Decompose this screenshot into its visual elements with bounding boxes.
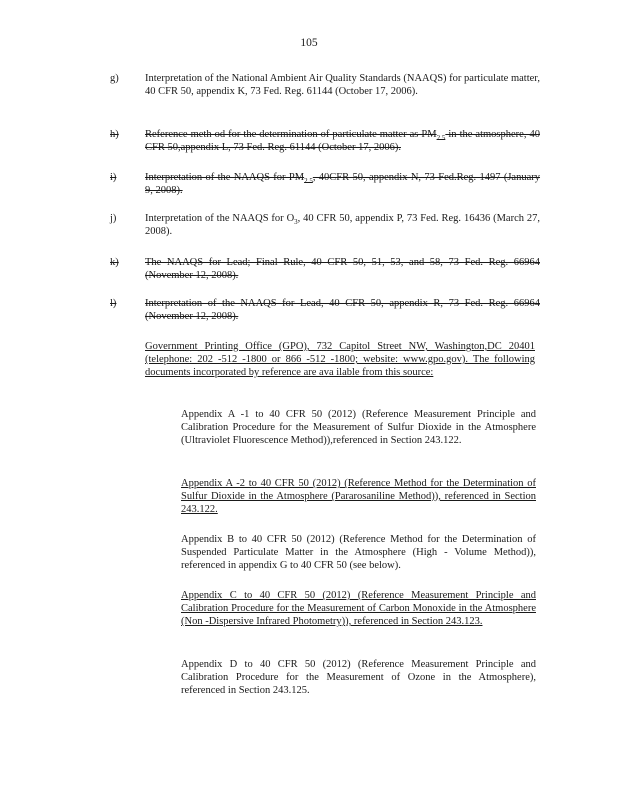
appendix-b: Appendix B to 40 CFR 50 (2012) (Reference Method for the Determination of Suspended Particulate Matter in the Atmosphere (High - Volume Method)), referenced in appendix G to 40 CFR 50 (see below). xyxy=(181,534,536,571)
item-text: The NAAQS for Lead; Final Rule, 40 CFR 50, 51, 53, and 58, 73 Fed. Reg. 66964 (November 12, 2008). xyxy=(145,257,540,281)
item-text: Interpretation of the NAAQS for $PM_{2.5}$, 40CFR 50, appendix N, 73 Fed.Reg. 1497 (January 9, 2008). xyxy=(145,172,541,196)
item-label: k) xyxy=(110,257,119,268)
list-item-g xyxy=(110,72,540,98)
item-text: Interpretation of the NAAQS for $O_3$, 40 CFR 50, appendix P, 73 Fed. Reg. 16436 (March 27, 2008). xyxy=(145,213,540,237)
item-label: j) xyxy=(110,213,117,224)
appendix-c: Appendix C to 40 CFR 50 (2012) (Reference Measurement Principle and Calibration Procedure for the Measurement of Carbon Monoxide in the Atmosphere (Non -Dispersive Infrared Photometry)), referenced in Section 243.123. xyxy=(181,590,536,627)
list-item-l xyxy=(110,297,540,323)
list-item-i xyxy=(110,171,540,197)
item-text: Reference meth od for the determination of particulate matter as $PM_{2.5}$ in the atmosphere, 40 CFR 50,appendix L, 73 Fed. Reg. 61144 (October 17, 2006). xyxy=(145,129,540,153)
appendix-d: Appendix D to 40 CFR 50 (2012) (Reference Measurement Principle and Calibration Procedure for the Measurement of Ozone in the Atmosphere), referenced in Section 243.125. xyxy=(181,659,536,696)
item-label: i) xyxy=(110,172,117,183)
item-label: h) xyxy=(110,129,119,140)
gpo-paragraph: Government Printing Office (GPO), 732 Capitol Street NW, Washington,DC 20401 (telephone: 202 -512 -1800 or 866 -512 -1800; website: www.gpo.gov). The following documents incorporated by reference are ava ilable from this source: xyxy=(145,341,535,378)
item-label: l) xyxy=(110,298,117,309)
list-item-h xyxy=(110,128,540,154)
page-number: 105 xyxy=(300,37,318,49)
appendix-a1: Appendix A -1 to 40 CFR 50 (2012) (Reference Measurement Principle and Calibration Procedure for the Measurement of Sulfur Dioxide in the Atmosphere (Ultraviolet Fluorescence Method)),referenced in Section 243.122. xyxy=(181,409,536,446)
item-text: Interpretation of the National Ambient Air Quality Standards (NAAQS) for particulate matter, 40 CFR 50, appendix K, 73 Fed. Reg. 61144 (October 17, 2006). xyxy=(145,73,540,97)
item-text: Interpretation of the NAAQS for Lead, 40 CFR 50, appendix R, 73 Fed. Reg. 66964 (November 12, 2008). xyxy=(145,298,540,322)
appendix-a2: Appendix A -2 to 40 CFR 50 (2012) (Reference Method for the Determination of Sulfur Dioxide in the Atmosphere (Pararosaniline Method)), referenced in Section 243.122. xyxy=(181,478,536,515)
item-label: g) xyxy=(110,73,119,84)
list-item-k xyxy=(110,256,540,282)
list-item-j xyxy=(110,212,540,238)
